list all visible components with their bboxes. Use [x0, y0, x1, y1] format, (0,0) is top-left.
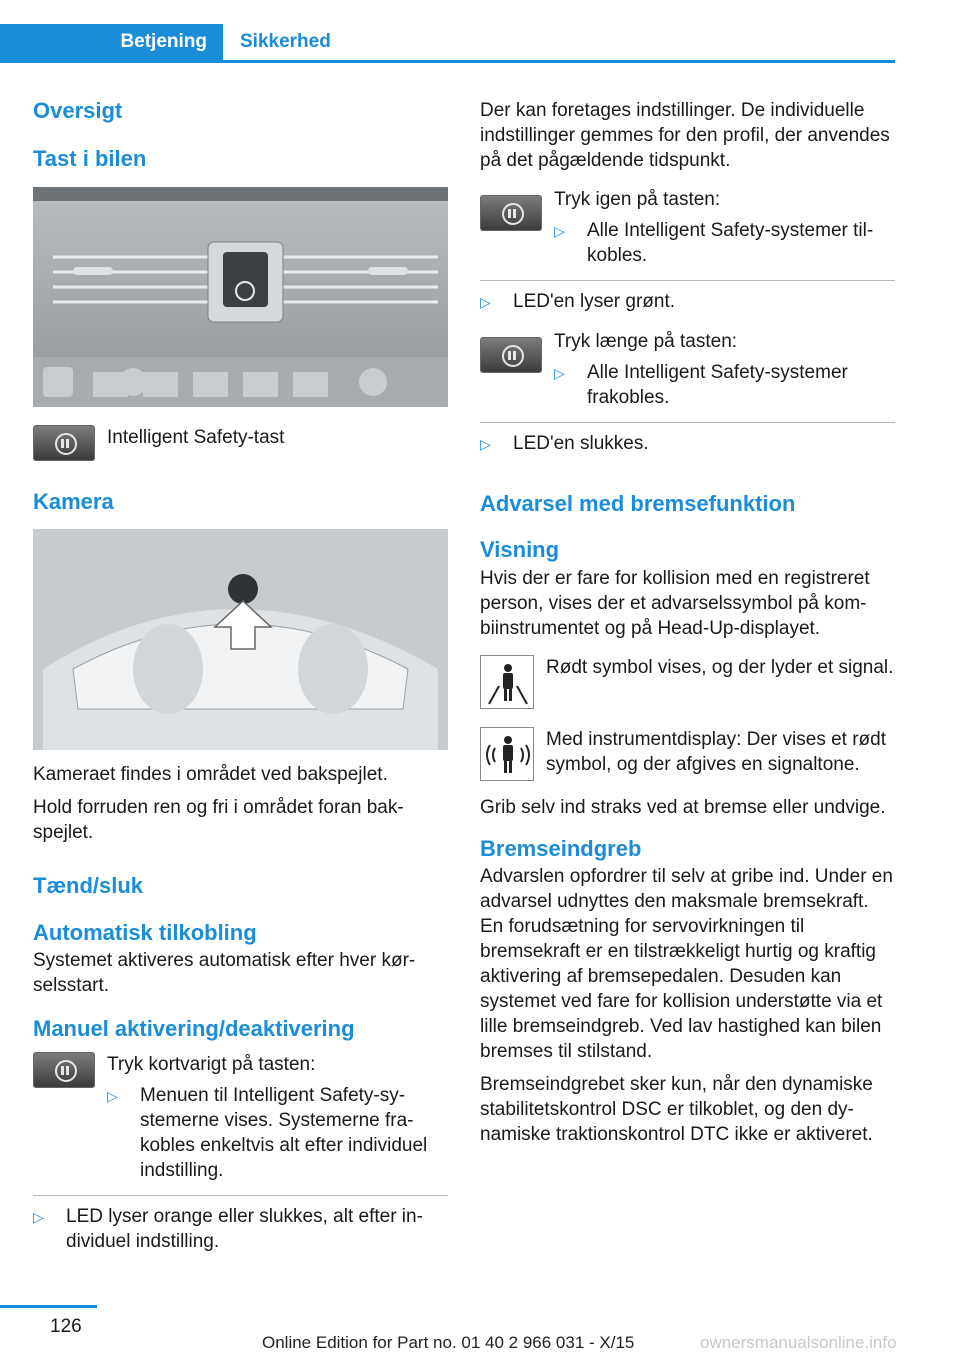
list-item [480, 289, 895, 315]
warning-text-2: Med instrumentdisplay: Der vises et rødt symbol, og der afgives en signaltone. [546, 728, 887, 775]
camera-photo [33, 529, 448, 750]
tab-sikkerhed[interactable]: Sikkerhed [240, 31, 331, 52]
visning-text: Hvis der er fare for kollision med en registreret person, vises der et advarselssymbol på kombiinstrumentet og på Head-Up-displayet. [480, 567, 870, 639]
kamera-text-1: Kameraet findes i området ved bakspejlet. [33, 764, 388, 786]
right-column [480, 98, 895, 1155]
left-column [33, 98, 448, 1260]
tab-betjening[interactable]: Betjening [0, 24, 223, 60]
heading-automatisk-tilkobling: Automatisk tilkobling [33, 919, 257, 945]
grib-text: Grib selv ind straks ved at bremse eller undvige. [480, 796, 886, 818]
bullet-arrow-icon: ▷ [33, 1209, 44, 1226]
laenge-row [480, 329, 895, 416]
bullet-arrow-icon: ▷ [554, 223, 565, 239]
list-item [33, 1204, 448, 1254]
igen-row [480, 187, 895, 274]
laenge-bullet-2: LED'en slukkes. [513, 433, 649, 454]
pedestrian-warning-icon [480, 655, 534, 709]
warning-row-2 [480, 727, 895, 781]
laenge-intro: Tryk længe på tasten: [554, 331, 738, 352]
heading-bremseindgreb: Bremseindgreb [480, 835, 642, 861]
warning-row-1 [480, 655, 895, 709]
list-item [480, 431, 895, 457]
laenge-bullet-1: Alle Intelligent Safety-systemer frakobles. [587, 362, 848, 408]
list-item [554, 360, 895, 410]
intelligent-safety-button-icon [480, 337, 542, 373]
bullet-arrow-icon: ▷ [554, 365, 565, 381]
warning-text-1: Rødt symbol vises, og der lyder et signal. [546, 656, 894, 678]
bremse-text-1: Advarslen opfordrer til selv at gribe ind. Under en advarsel udnyttes den maksmale bremsekraft. En forudsætning for servovirkningen til bremsekraft er en tilstrækkeligt hurtig og kraftig aktivering af bremsepedalen. Desuden kan systemet ved fare for kollision understøtte via et lille bremseindgreb. Ved lav hastighed kan bilen bremses til stilstand. [480, 866, 893, 1063]
manuel-bullet-2: LED lyser orange eller slukkes, alt efter individuel indstilling. [66, 1206, 423, 1253]
list-item [554, 218, 895, 268]
edition-text: Online Edition for Part no. 01 40 2 966 031 - X/15 [262, 1333, 635, 1352]
heading-taend-sluk: Tænd/sluk [33, 873, 144, 899]
heading-manuel: Manuel aktivering/deaktivering [33, 1015, 355, 1041]
tast-caption: Intelligent Safety-tast [107, 426, 285, 448]
bullet-arrow-icon: ▷ [480, 436, 491, 452]
igen-intro: Tryk igen på tasten: [554, 189, 721, 210]
intelligent-safety-button-icon [480, 195, 542, 231]
heading-oversigt: Oversigt [33, 98, 123, 123]
divider [33, 1195, 448, 1196]
list-item [107, 1083, 448, 1183]
footer-rule [0, 1305, 97, 1308]
bremse-text-2: Bremseindgrebet sker kun, når den dynamiske stabilitetskontrol DSC er tilkoblet, og den dynamiske traktionskontrol DTC ikke er aktiveret. [480, 1074, 873, 1146]
heading-advarsel: Advarsel med bremsefunktion [480, 491, 796, 516]
divider [480, 280, 895, 281]
intelligent-safety-button-icon [33, 1052, 95, 1088]
manuel-row [33, 1052, 448, 1189]
pedestrian-sound-icon [480, 727, 534, 781]
bullet-arrow-icon: ▷ [107, 1088, 118, 1105]
kamera-text-2: Hold forruden ren og fri i området foran bakspejlet. [33, 797, 404, 844]
heading-visning: Visning [480, 537, 560, 563]
page-number: 126 [50, 1316, 82, 1337]
intelligent-safety-button-icon [33, 425, 95, 461]
divider [480, 422, 895, 423]
intro-text: Der kan foretages indstillinger. De individuelle indstillinger gemmes for den profil, der anvendes på det pågældende tidspunkt. [480, 100, 890, 171]
watermark: ownersmanualsonline.info [700, 1333, 897, 1352]
manuel-bullet-1: Menuen til Intelligent Safety-systemerne vises. Systemerne frakobles enkeltvis alt efter individuel indstilling. [140, 1085, 428, 1182]
auto-text: Systemet aktiveres automatisk efter hver kørselsstart. [33, 949, 416, 996]
igen-bullet-2: LED'en lyser grønt. [513, 291, 676, 312]
heading-tast-i-bilen: Tast i bilen [33, 146, 147, 172]
igen-bullet-1: Alle Intelligent Safety-systemer tilkobles. [587, 220, 874, 266]
dashboard-button-photo [33, 187, 448, 407]
heading-kamera: Kamera [33, 488, 114, 514]
header-tabs [0, 24, 895, 63]
bullet-arrow-icon: ▷ [480, 294, 491, 310]
manuel-intro: Tryk kortvarigt på tasten: [107, 1054, 316, 1076]
tast-caption-row [33, 425, 448, 461]
